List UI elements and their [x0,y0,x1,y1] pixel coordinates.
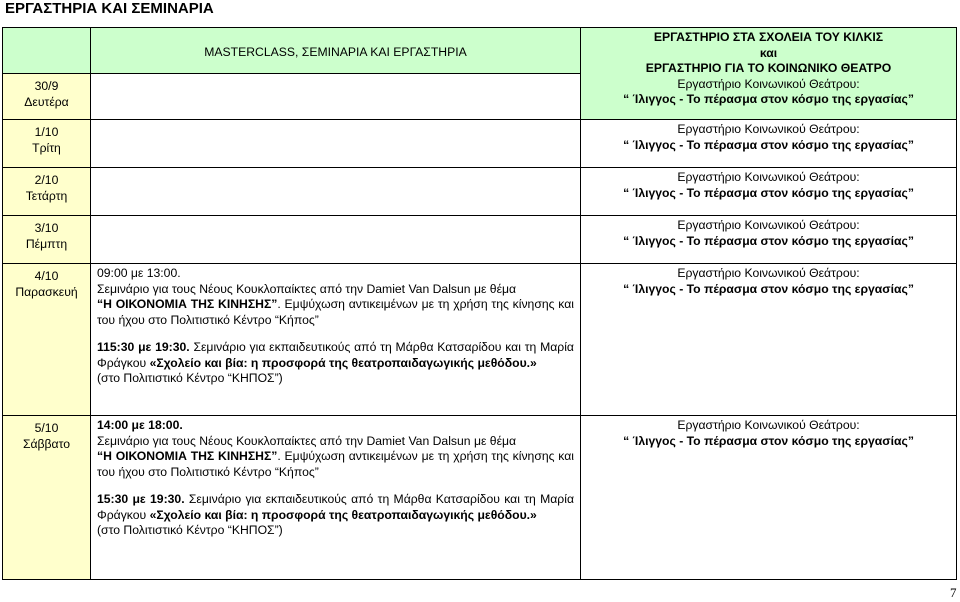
workshop-cell [581,216,957,264]
workshop-cell [581,416,957,580]
session-time: 15:30 με 19:30. [97,492,185,506]
workshop-title: “ Ίλιγγος - Το πέρασμα στον κόσμο της εργασίας” [623,233,914,248]
masterclass-cell [91,120,581,168]
day-name: Τρίτη [32,140,61,155]
schedule-row [3,416,957,580]
header-workshop-line2: και [759,45,778,60]
session-description: Σεμινάριο για εκπαιδευτικούς από τη Μάρθα Κατσαρίδου και τη Μαρία Φράγκου [97,340,574,370]
workshop-title: “ Ίλιγγος - Το πέρασμα στον κόσμο της εργασίας” [623,137,914,152]
session-block [97,492,574,539]
day-date: 5/10 [34,421,59,435]
day-name: Σάββατο [22,436,71,451]
page-title: ΕΡΓΑΣΤΗΡΙΑ ΚΑΙ ΣΕΜΙΝΑΡΙΑ [5,0,214,17]
session-title: «Σχολείο και βία: η προσφορά της θεατροπαιδαγωγικής μεθόδου.» [149,507,537,522]
workshop-title: “ Ίλιγγος - Το πέρασμα στον κόσμο της εργασίας” [623,281,914,296]
header-day-cell [3,28,91,74]
day-name: Πέμπτη [25,236,68,251]
schedule-row [3,216,957,264]
header-masterclass-cell [91,28,581,74]
workshop-title: “ Ίλιγγος - Το πέρασμα στον κόσμο της εργασίας” [623,185,914,200]
masterclass-cell [91,216,581,264]
header-masterclass-title: MASTERCLASS, ΣΕΜΙΝΑΡΙΑ ΚΑΙ ΕΡΓΑΣΤΗΡΙΑ [204,45,467,59]
workshop-label: Εργαστήριο Κοινωνικού Θεάτρου: [677,218,860,232]
day-name: Τετάρτη [25,188,68,203]
masterclass-cell [91,264,581,416]
day-cell [3,264,91,416]
session-time: 115:30 με 19:30. [97,340,190,354]
masterclass-cell [91,416,581,580]
session-theme: “Η ΟΙΚΟΝΟΜΙΑ ΤΗΣ ΚΙΝΗΣΗΣ” [97,297,278,311]
session-theme: “Η ΟΙΚΟΝΟΜΙΑ ΤΗΣ ΚΙΝΗΣΗΣ” [97,449,278,463]
masterclass-cell [91,74,581,120]
day-name: Δευτέρα [24,94,69,109]
session-block [97,418,574,480]
day-date: 30/9 [34,79,59,93]
day-cell [3,74,91,120]
header-workshop-line1: ΕΡΓΑΣΤΗΡΙΟ ΣΤΑ ΣΧΟΛΕΙΑ ΤΟΥ ΚΙΛΚΙΣ [653,30,884,44]
day-name: Παρασκευή [15,284,78,299]
workshop-title: “ Ίλιγγος - Το πέρασμα στον κόσμο της εργασίας” [623,433,914,448]
session-description: Σεμινάριο για εκπαιδευτικούς από τη Μάρθα Κατσαρίδου και τη Μαρία Φράγκου [97,492,574,522]
session-description-rest: . Εμψύχωση αντικειμένων με τη χρήση της κίνησης και του ήχου στο Πολιτιστικό Κέντρο “Κήπος” [97,449,574,479]
session-time: 14:00 με 18:00. [97,418,183,432]
day-date: 4/10 [34,269,59,283]
session-place: (στο Πολιτιστικό Κέντρο “ΚΗΠΟΣ”) [97,371,283,385]
masterclass-cell [91,168,581,216]
day-cell [3,120,91,168]
workshop-label: Εργαστήριο Κοινωνικού Θεάτρου: [677,76,860,91]
day-cell [3,216,91,264]
session-title: «Σχολείο και βία: η προσφορά της θεατροπαιδαγωγικής μεθόδου.» [149,355,537,370]
workshop-title: “ Ίλιγγος - Το πέρασμα στον κόσμο της εργασίας” [623,92,914,106]
header-workshop-line3: ΕΡΓΑΣΤΗΡΙΟ ΓΙΑ ΤΟ ΚΟΙΝΩΝΙΚΟ ΘΕΑΤΡΟ [645,61,892,75]
header-row [3,28,957,74]
workshop-cell [581,264,957,416]
session-description: Σεμινάριο για τους Νέους Κουκλοπαίκτες από την Damiet Van Dalsun με θέμα [97,281,517,296]
session-description-rest: . Εμψύχωση αντικειμένων με τη χρήση της κίνησης και του ήχου στο Πολιτιστικό Κέντρο “Κήπος” [97,297,574,327]
session-block [97,266,574,328]
schedule-row [3,168,957,216]
day-date: 3/10 [34,221,59,235]
session-place: (στο Πολιτιστικό Κέντρο “ΚΗΠΟΣ”) [97,523,283,537]
header-workshop-cell [581,28,957,120]
workshop-label: Εργαστήριο Κοινωνικού Θεάτρου: [677,418,860,432]
session-block [97,340,574,387]
page-number: 7 [950,585,957,600]
day-date: 2/10 [34,173,59,187]
schedule-row [3,120,957,168]
workshop-label: Εργαστήριο Κοινωνικού Θεάτρου: [677,170,860,184]
day-date: 1/10 [34,125,59,139]
workshop-cell [581,168,957,216]
session-description: Σεμινάριο για τους Νέους Κουκλοπαίκτες από την Damiet Van Dalsun με θέμα [97,433,517,448]
schedule-row [3,264,957,416]
day-cell [3,416,91,580]
day-cell [3,168,91,216]
workshop-cell [581,120,957,168]
workshop-label: Εργαστήριο Κοινωνικού Θεάτρου: [677,122,860,136]
workshop-label: Εργαστήριο Κοινωνικού Θεάτρου: [677,266,860,280]
schedule-table [2,27,957,580]
session-time: 09:00 με 13:00. [97,266,181,280]
